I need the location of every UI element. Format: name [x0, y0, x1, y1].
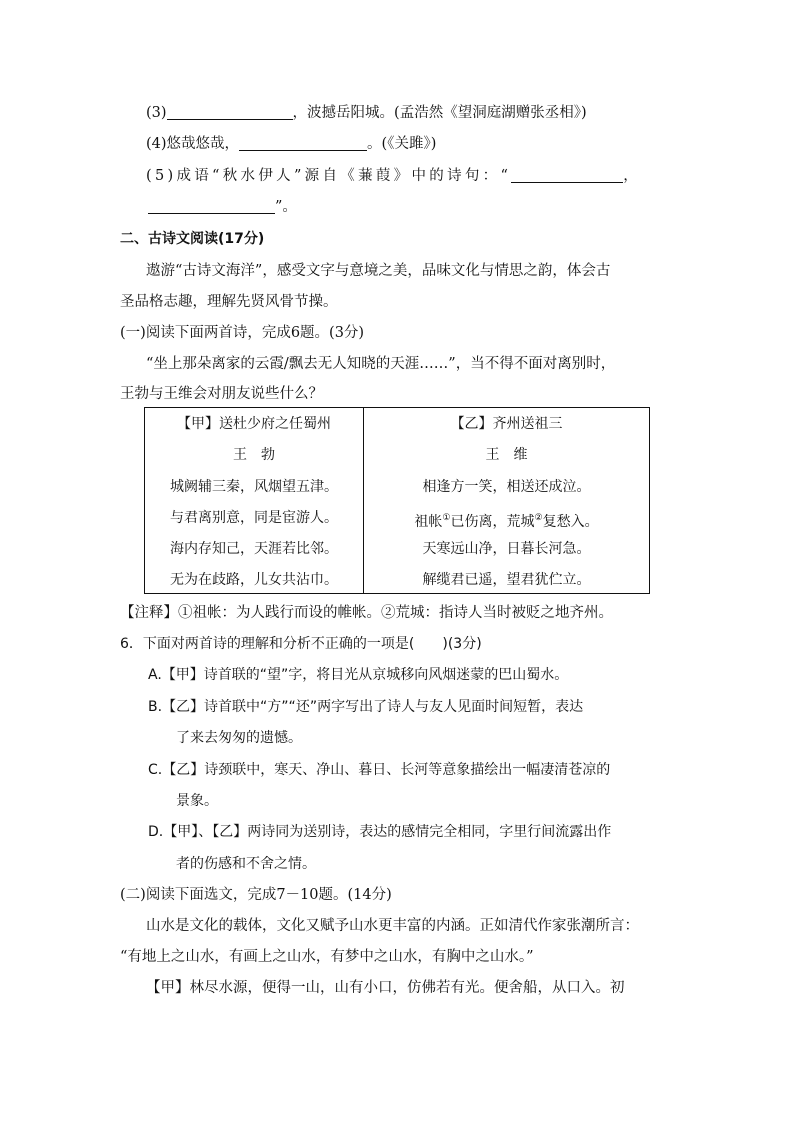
option-b[interactable]: B.【乙】诗首联中“方”“还”两字写出了诗人与友人见面时间短暂，表达	[148, 699, 584, 715]
part-heading: (二)阅读下面选文，完成7－10题。(14分)	[120, 887, 392, 903]
poem-jia-line: 与君离别意，同是宦游人。	[170, 510, 338, 526]
part-heading: (一)阅读下面两首诗，完成6题。(3分)	[120, 325, 365, 341]
option-b-cont: 了来去匆匆的遗憾。	[176, 730, 302, 746]
section-intro: 圣品格志趣，理解先贤风骨节操。	[120, 294, 338, 310]
section-intro: 遨游“古诗文海洋”，感受文字与意境之美，品味文化与情思之韵，体会古	[146, 263, 611, 279]
answer-blank[interactable]	[511, 167, 623, 183]
poem-yi-line	[364, 508, 649, 532]
column-divider	[363, 408, 364, 593]
footnote-marker: ①	[442, 513, 451, 523]
footnote-marker: ②	[534, 513, 543, 523]
poem-text: 复愁入。	[542, 514, 599, 530]
option-a[interactable]: A.【甲】诗首联的“望”字，将目光从京城移向风烟迷蒙的巴山蜀水。	[148, 667, 569, 683]
poem-yi-line: 解缆君已遥，望君犹伫立。	[422, 572, 591, 588]
section-heading: 二、古诗文阅读(17分)	[120, 231, 265, 247]
poem-jia-title: 【甲】送杜少府之任蜀州	[177, 416, 331, 432]
fill-item-3	[146, 103, 587, 123]
part-lead: 王勃与王维会对朋友说些什么？	[120, 386, 323, 402]
item-number: (3)	[146, 105, 167, 121]
option-d-cont: 者的伤感和不舍之情。	[176, 856, 316, 872]
annotation-notes: 【注释】①祖帐：为人践行而设的帷帐。②荒城：指诗人当时被贬之地齐州。	[120, 605, 613, 621]
item-text: (5)成语“秋水伊人”源自《蒹葭》中的诗句：“	[146, 168, 512, 184]
poem-jia-line: 无为在歧路，儿女共沾巾。	[170, 572, 338, 588]
passage-line: 【甲】林尽水源，便得一山，山有小口，仿佛若有光。便舍船，从口入。初	[146, 980, 625, 996]
poem-jia-line: 城阙辅三秦，风烟望五津。	[170, 479, 338, 495]
answer-blank[interactable]	[167, 104, 293, 120]
fill-item-4	[146, 134, 436, 154]
poem-text: 已伤离，荒城	[450, 514, 535, 530]
item-text: ，波撼岳阳城。(孟浩然《望洞庭湖赠张丞相》)	[292, 105, 587, 121]
fill-item-5-cont	[148, 197, 297, 217]
fill-item-5	[146, 166, 641, 186]
option-d[interactable]: D.【甲】、【乙】两诗同为送别诗，表达的感情完全相同，字里行间流露出作	[148, 824, 612, 840]
item-text: ，	[623, 168, 641, 184]
poem-yi-line: 相逢方一笑，相送还成泣。	[422, 479, 591, 495]
poem-yi-author: 王 维	[485, 447, 528, 463]
poem-yi-title: 【乙】齐州送祖三	[450, 416, 563, 432]
option-c-cont: 景象。	[176, 793, 218, 809]
poem-table	[144, 407, 650, 594]
poem-yi-line: 天寒远山净，日暮长河急。	[422, 541, 591, 557]
part-intro: 山水是文化的载体，文化又赋予山水更丰富的内涵。正如清代作家张潮所言：	[146, 918, 639, 934]
item-text: (4)悠哉悠哉，	[146, 136, 240, 152]
poem-text: 祖帐	[414, 514, 443, 530]
part-intro: “有地上之山水，有画上之山水，有梦中之山水，有胸中之山水。”	[120, 949, 534, 965]
question-stem: 6．下面对两首诗的理解和分析不正确的一项是( )(3分)	[120, 636, 482, 652]
option-c[interactable]: C.【乙】诗颈联中，寒天、净山、暮日、长河等意象描绘出一幅凄清苍凉的	[148, 762, 611, 778]
item-text: ”。	[275, 199, 297, 215]
poem-jia-line: 海内存知己，天涯若比邻。	[170, 541, 338, 557]
poem-jia-author: 王 勃	[233, 447, 275, 463]
item-text: 。(《关雎》)	[367, 136, 437, 152]
answer-blank[interactable]	[239, 135, 367, 151]
answer-blank[interactable]	[148, 198, 275, 214]
part-lead: “坐上那朵离家的云霞/飘去无人知晓的天涯……”，当不得不面对离别时，	[146, 356, 616, 372]
